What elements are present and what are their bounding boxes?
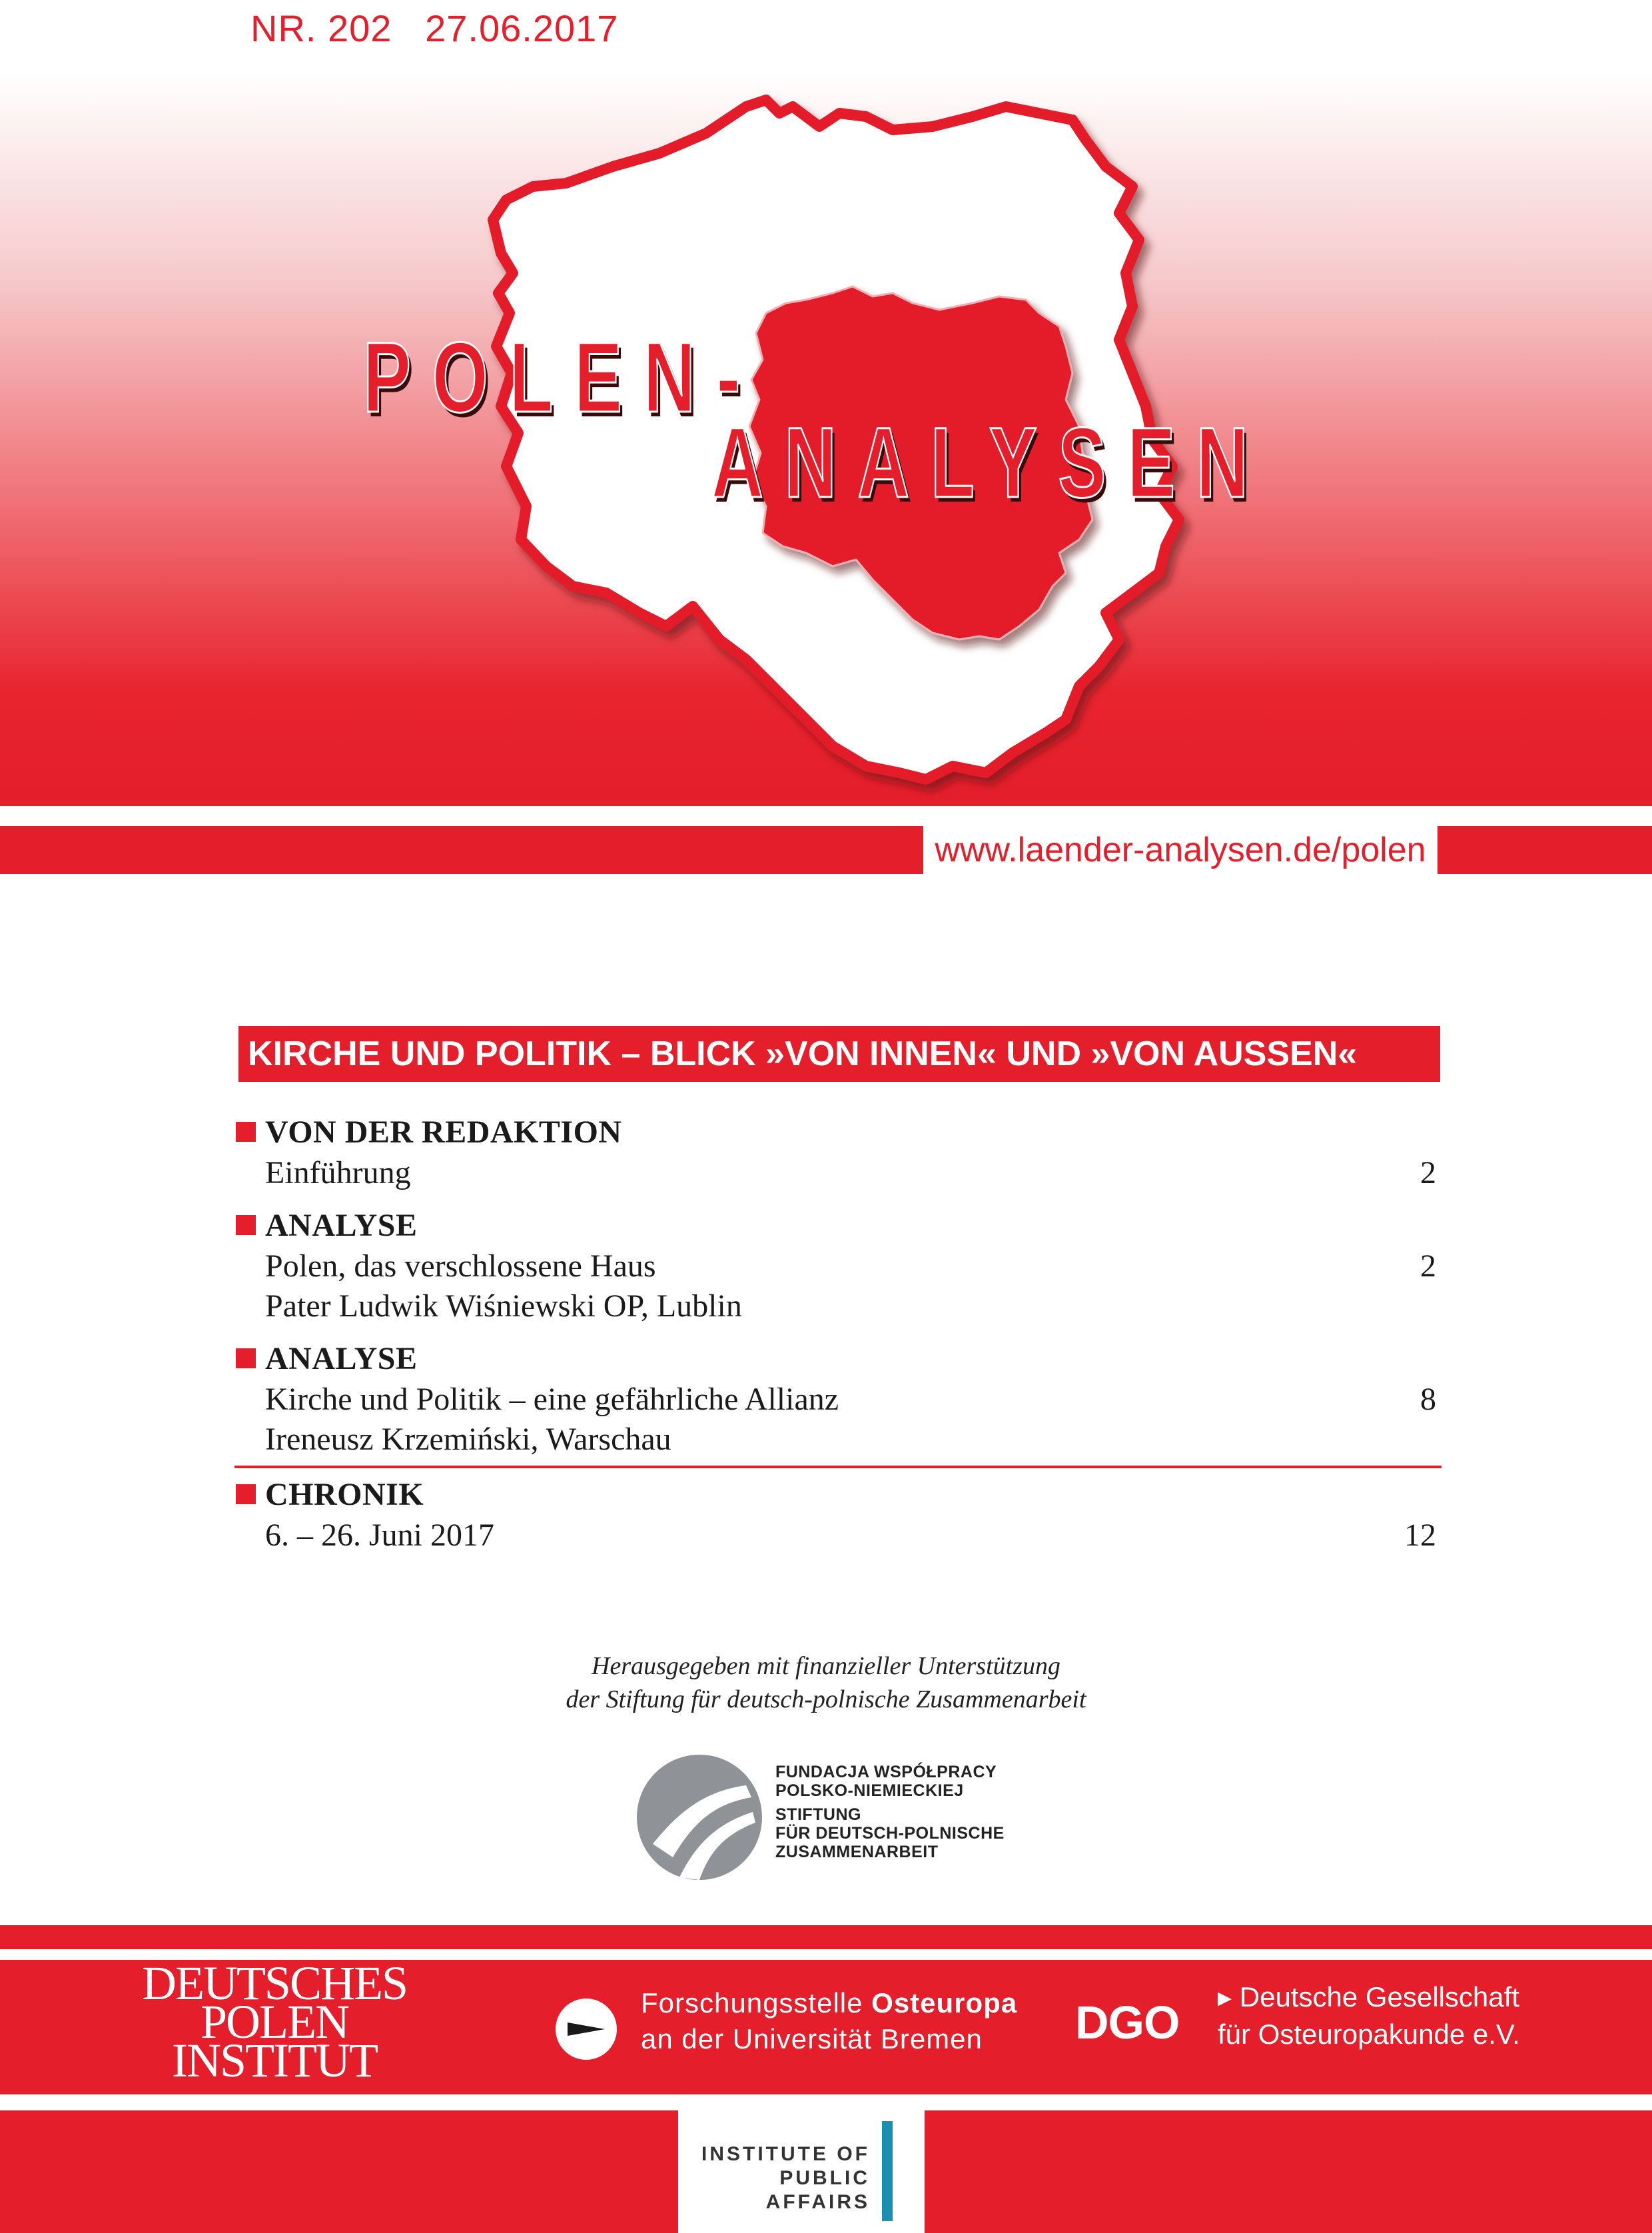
foundation-logo-icon (633, 1751, 766, 1884)
table-of-contents (234, 1111, 1442, 1555)
toc-divider (234, 1466, 1442, 1468)
title-analysen: ANALYSEN (711, 406, 1270, 518)
toc-entry-page: 2 (1420, 1154, 1436, 1190)
toc-section (234, 1474, 1442, 1555)
dpi-line-2: POLEN (201, 1995, 348, 2048)
dgo-logo: DGO (1075, 1997, 1180, 2048)
toc-entry-author: Pater Ludwik Wiśniewski OP, Lublin (265, 1288, 742, 1324)
dpi-line-1: DEUTSCHES (141, 1957, 408, 2010)
fso-line-1a: Forschungsstelle (641, 1987, 872, 2018)
footer-top-stripe (0, 1925, 1652, 1949)
bullet-square-icon (236, 1215, 256, 1235)
toc-entry-page: 2 (1420, 1248, 1436, 1284)
deutsches-polen-institut-logo (128, 1957, 421, 2087)
toc-entry-page: 8 (1420, 1381, 1436, 1417)
foundation-name (775, 1763, 1005, 1861)
foundation-de-line-2: FÜR DEUTSCH-POLNISCHE (775, 1824, 1005, 1843)
toc-entry-author: Ireneusz Krzemiński, Warschau (265, 1421, 671, 1457)
ipa-line-2: PUBLIC AFFAIRS (765, 2167, 870, 2213)
issue-number: NR. 202 (250, 7, 392, 49)
toc-entry[interactable] (234, 1152, 1442, 1192)
bullet-square-icon (236, 1484, 256, 1504)
support-line-2: der Stiftung für deutsch-polnische Zusammenarbeit (566, 1685, 1086, 1713)
toc-section (234, 1111, 1442, 1192)
support-note (0, 1649, 1652, 1716)
toc-entry[interactable] (234, 1515, 1442, 1555)
website-url[interactable]: www.laender-analysen.de/polen (923, 823, 1438, 877)
toc-entry-title: Polen, das verschlossene Haus (265, 1248, 656, 1284)
toc-entry-author-row (234, 1286, 1442, 1326)
toc-entry[interactable] (234, 1246, 1442, 1286)
ipa-line-1: INSTITUTE OF (701, 2143, 870, 2165)
forschungsstelle-icon (554, 1997, 618, 2061)
toc-section (234, 1338, 1442, 1459)
issue-topic: KIRCHE UND POLITIK – BLICK »VON INNEN« UND »VON AUSSEN« (238, 1026, 1440, 1082)
dgo-name (1218, 1979, 1520, 2053)
poland-map-graphic (0, 0, 1652, 806)
forschungsstelle-osteuropa (641, 1985, 1017, 2057)
toc-section-title: ANALYSE (265, 1207, 418, 1243)
fso-line-2: an der Universität Bremen (641, 2023, 983, 2054)
foundation-de-line-1: STIFTUNG (775, 1805, 861, 1824)
toc-entry-author-row (234, 1419, 1442, 1459)
toc-section-title: VON DER REDAKTION (265, 1114, 622, 1150)
foundation-pl-line-2: POLSKO-NIEMIECKIEJ (775, 1781, 964, 1800)
dgo-line-2: für Osteuropakunde e.V. (1218, 2018, 1520, 2050)
toc-section-title: ANALYSE (265, 1340, 418, 1376)
institute-of-public-affairs-logo (678, 2108, 925, 2233)
ipa-bar-icon (882, 2121, 893, 2221)
dpi-line-3: INSTITUT (172, 2034, 377, 2087)
title-polen: POLEN- (363, 321, 762, 433)
fso-line-1b: Osteuropa (871, 1987, 1018, 2018)
toc-entry-page: 12 (1404, 1517, 1436, 1553)
dgo-line-1: ▸ Deutsche Gesellschaft (1218, 1981, 1519, 2012)
issue-date: 27.06.2017 (425, 7, 619, 49)
toc-entry[interactable] (234, 1379, 1442, 1419)
toc-entry-title: 6. – 26. Juni 2017 (265, 1517, 495, 1553)
toc-entry-title: Einführung (265, 1154, 411, 1190)
bullet-square-icon (236, 1348, 256, 1368)
toc-entry-title: Kirche und Politik – eine gefährliche Allianz (265, 1381, 839, 1417)
toc-section-title: CHRONIK (265, 1476, 424, 1512)
bullet-square-icon (236, 1122, 256, 1142)
foundation-pl-line-1: FUNDACJA WSPÓŁPRACY (775, 1763, 997, 1781)
toc-section (234, 1204, 1442, 1326)
foundation-de-line-3: ZUSAMMENARBEIT (775, 1843, 939, 1861)
support-line-1: Herausgegeben mit finanzieller Unterstützung (592, 1652, 1060, 1680)
